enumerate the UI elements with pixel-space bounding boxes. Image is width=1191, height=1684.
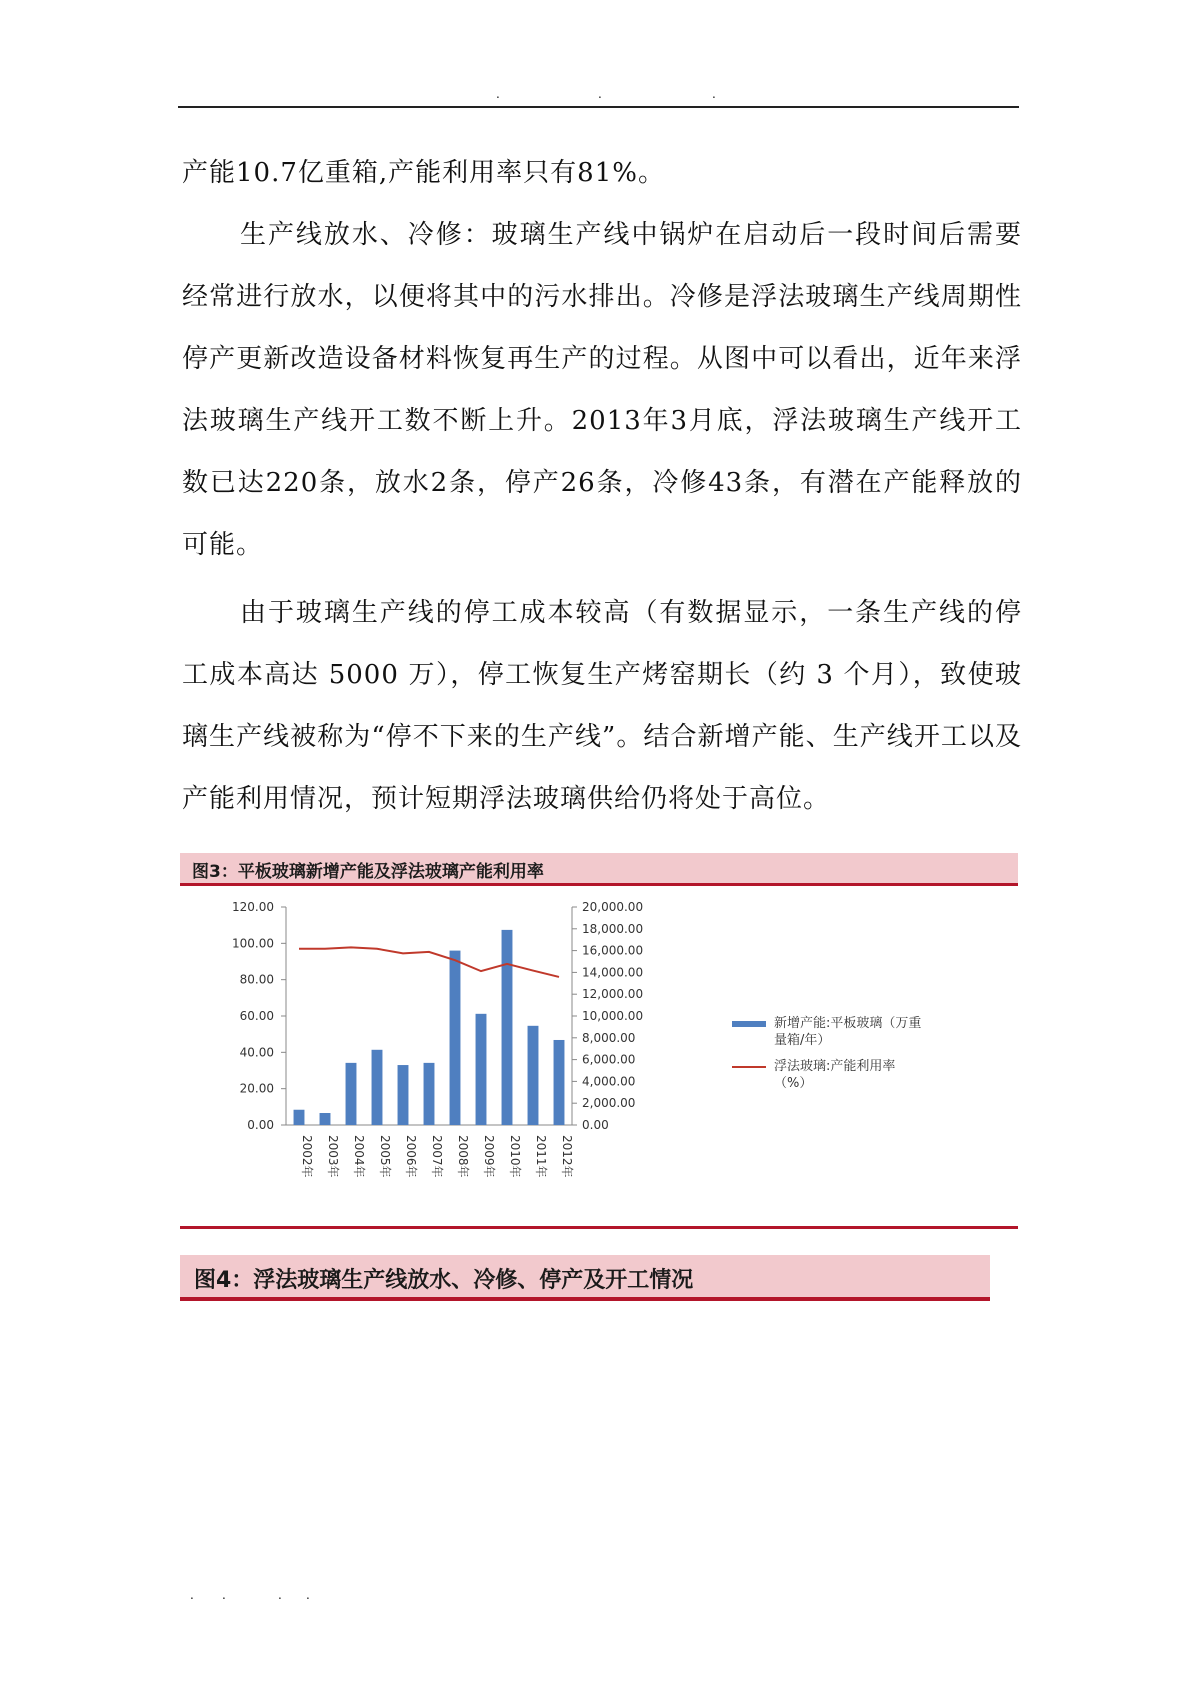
header-dots xyxy=(178,88,1019,104)
figure-4-title: 图4：浮法玻璃生产线放水、冷修、停产及开工情况 xyxy=(194,1268,694,1293)
figure-3-chart xyxy=(180,893,1018,1223)
right-tick-label: 20,000.00 xyxy=(582,900,644,914)
left-tick-label: 120.00 xyxy=(232,900,274,914)
paragraph-2: 生产线放水、冷修：玻璃生产线中锅炉在启动后一段时间后需要经常进行放水，以便将其中的污水排出。冷修是浮法玻璃生产线周期性停产更新改造设备材料恢复再生产的过程。从图中可以看出，近年来浮法玻璃生产线开工数不断上升。2013年3月底，浮法玻璃生产线开工数已达220条，放水2条，停产26条，冷修43条，有潜在产能释放的可能。 xyxy=(182,220,1022,560)
utilization-line xyxy=(299,947,559,977)
bar xyxy=(554,1040,565,1125)
left-tick-label: 80.00 xyxy=(239,972,274,987)
category-label: 2006年 xyxy=(404,1135,418,1178)
footer-dots xyxy=(190,1588,340,1604)
category-label: 2012年 xyxy=(560,1135,574,1178)
legend-bar-swatch xyxy=(732,1021,766,1027)
category-label: 2010年 xyxy=(508,1135,522,1178)
right-tick-label: 18,000.00 xyxy=(582,921,644,936)
bar xyxy=(372,1050,383,1125)
bar xyxy=(528,1026,539,1125)
bar xyxy=(424,1063,435,1125)
figure-3-title: 图3：平板玻璃新增产能及浮法玻璃产能利用率 xyxy=(192,862,544,882)
category-label: 2005年 xyxy=(378,1135,392,1178)
bar xyxy=(346,1063,357,1125)
header-dot: . xyxy=(496,87,500,101)
left-tick-label: 60.00 xyxy=(239,1009,274,1023)
legend-label: 浮法玻璃:产能利用率 xyxy=(774,1059,896,1074)
header-rule xyxy=(178,106,1019,108)
left-tick-label: 40.00 xyxy=(239,1045,274,1060)
right-tick-label: 12,000.00 xyxy=(582,987,644,1002)
left-tick-label: 100.00 xyxy=(232,936,274,951)
category-label: 2009年 xyxy=(482,1135,496,1178)
bar xyxy=(476,1014,487,1125)
category-label: 2011年 xyxy=(534,1135,548,1178)
right-tick-label: 2,000.00 xyxy=(582,1096,636,1111)
footer-dot: . xyxy=(306,1588,310,1602)
bar xyxy=(294,1110,305,1125)
figure-3-caption-band xyxy=(180,853,1018,886)
bar xyxy=(398,1065,409,1125)
legend-label: 新增产能:平板玻璃（万重 xyxy=(774,1016,922,1031)
legend-label: （%） xyxy=(774,1076,813,1091)
bar xyxy=(320,1113,331,1125)
paragraph-1: 产能10.7亿重箱,产能利用率只有81%。 xyxy=(182,158,665,188)
right-tick-label: 10,000.00 xyxy=(582,1009,644,1023)
bar xyxy=(450,951,461,1125)
footer-dot: . xyxy=(278,1588,282,1602)
legend-label: 量箱/年） xyxy=(774,1033,831,1048)
header-dot: . xyxy=(712,87,716,101)
category-label: 2008年 xyxy=(456,1135,470,1178)
paragraph-3: 由于玻璃生产线的停工成本较高（有数据显示，一条生产线的停工成本高达 5000 万），停工恢复生产烤窑期长（约 3 个月），致使玻璃生产线被称为“停不下来的生产线”。结合新增产能、生产线开工以及产能利用情况，预计短期浮法玻璃供给仍将处于高位。 xyxy=(182,598,1022,814)
right-tick-label: 4,000.00 xyxy=(582,1074,636,1089)
left-tick-label: 0.00 xyxy=(247,1118,274,1132)
right-tick-label: 16,000.00 xyxy=(582,943,644,958)
right-tick-label: 6,000.00 xyxy=(582,1052,636,1067)
footer-dot: . xyxy=(222,1588,226,1602)
right-tick-label: 0.00 xyxy=(582,1118,609,1132)
left-tick-label: 20.00 xyxy=(239,1081,274,1096)
header-dot: . xyxy=(598,87,602,101)
category-label: 2004年 xyxy=(352,1135,366,1178)
right-tick-label: 14,000.00 xyxy=(582,965,644,980)
bar xyxy=(502,930,513,1125)
right-tick-label: 8,000.00 xyxy=(582,1030,636,1045)
figure-3-bottom-rule xyxy=(180,1226,1018,1229)
category-label: 2003年 xyxy=(326,1135,340,1178)
category-label: 2002年 xyxy=(300,1135,314,1178)
category-label: 2007年 xyxy=(430,1135,444,1178)
figure-4-caption-band xyxy=(180,1255,990,1301)
footer-dot: . xyxy=(190,1588,194,1602)
